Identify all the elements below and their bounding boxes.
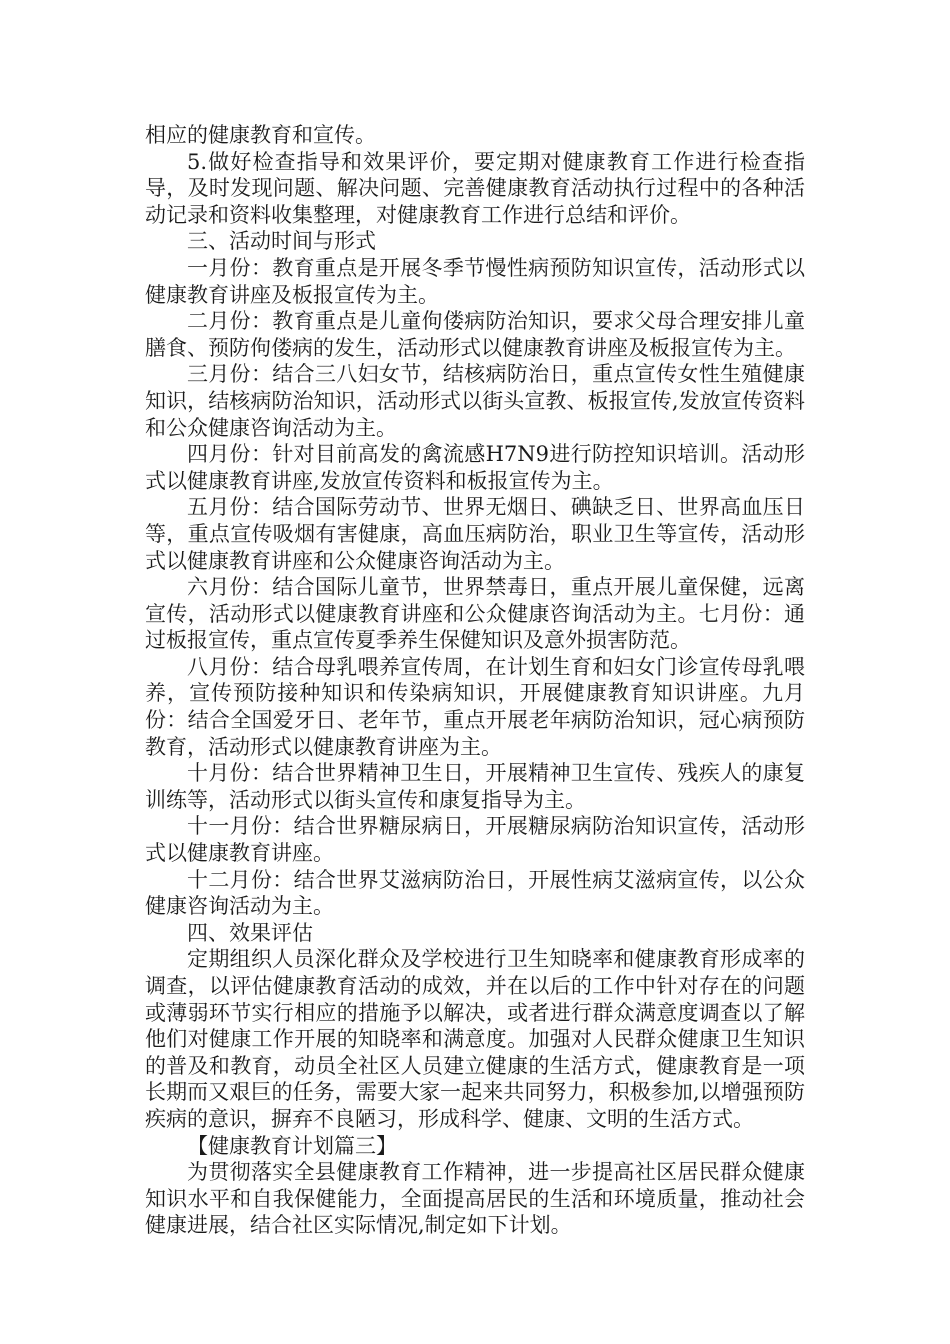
paragraph-january: 一月份：教育重点是开展冬季节慢性病预防知识宣传，活动形式以健康教育讲座及板报宣传为主。 (145, 255, 805, 307)
paragraph-august-september: 八月份：结合母乳喂养宣传周，在计划生育和妇女门诊宣传母乳喂养，宣传预防接种知识和传染病知识，开展健康教育知识讲座。九月份：结合全国爱牙日、老年节，重点开展老年病防治知识，冠心病预防教育，活动形式以健康教育讲座为主。 (145, 654, 805, 759)
paragraph-march: 三月份：结合三八妇女节，结核病防治日，重点宣传女性生殖健康知识，结核病防治知识，活动形式以街头宣教、板报宣传,发放宣传资料和公众健康咨询活动为主。 (145, 362, 805, 440)
paragraph-item-5-inspection: 5.做好检查指导和效果评价，要定期对健康教育工作进行检查指导，及时发现问题、解决问题、完善健康教育活动执行过程中的各种活动记录和资料收集整理，对健康教育工作进行总结和评价。 (145, 149, 805, 227)
paragraph-evaluation: 定期组织人员深化群众及学校进行卫生知晓率和健康教育形成率的调查，以评估健康教育活动的成效，并在以后的工作中针对存在的问题或薄弱环节实行相应的措施予以解决，或者进行群众满意度调查以了解他们对健康工作开展的知晓率和满意度。加强对人民群众健康卫生知识的普及和教育，动员全社区人员建立健康的生活方式，健康教育是一项长期而又艰巨的任务，需要大家一起来共同努力，积极参加,以增强预防疾病的意识，摒弃不良陋习，形成科学、健康、文明的生活方式。 (145, 947, 805, 1131)
paragraph-june-july: 六月份：结合国际儿童节，世界禁毒日，重点开展儿童保健，远离宣传，活动形式以健康教育讲座和公众健康咨询活动为主。七月份：通过板报宣传，重点宣传夏季养生保健知识及意外损害防范。 (145, 575, 805, 653)
paragraph-november: 十一月份：结合世界糖尿病日，开展糖尿病防治知识宣传，活动形式以健康教育讲座。 (145, 814, 805, 866)
paragraph-plan-intro: 为贯彻落实全县健康教育工作精神，进一步提高社区居民群众健康知识水平和自我保健能力，全面提高居民的生活和环境质量，推动社会健康进展，结合社区实际情况,制定如下计划。 (145, 1160, 805, 1238)
document-body (145, 122, 805, 1239)
paragraph-october: 十月份：结合世界精神卫生日，开展精神卫生宣传、残疾人的康复训练等，活动形式以街头宣传和康复指导为主。 (145, 761, 805, 812)
paragraph-february: 二月份：教育重点是儿童佝偻病防治知识，要求父母合理安排儿童膳食、预防佝偻病的发生，活动形式以健康教育讲座及板报宣传为主。 (145, 309, 805, 360)
section-heading-plan-part-three: 【健康教育计划篇三】 (187, 1133, 397, 1158)
paragraph-april: 四月份：针对目前高发的禽流感H7N9进行防控知识培训。活动形式以健康教育讲座,发放宣传资料和板报宣传为主。 (145, 442, 805, 493)
paragraph-may: 五月份：结合国际劳动节、世界无烟日、碘缺乏日、世界高血压日等，重点宣传吸烟有害健康，高血压病防治，职业卫生等宣传，活动形式以健康教育讲座和公众健康咨询活动为主。 (145, 495, 805, 573)
paragraph-continuation: 相应的健康教育和宣传。 (145, 123, 376, 147)
section-heading-evaluation: 四、效果评估 (187, 920, 313, 945)
section-heading-activity-time: 三、活动时间与形式 (187, 229, 376, 254)
paragraph-december: 十二月份：结合世界艾滋病防治日，开展性病艾滋病宣传，以公众健康咨询活动为主。 (145, 867, 805, 919)
